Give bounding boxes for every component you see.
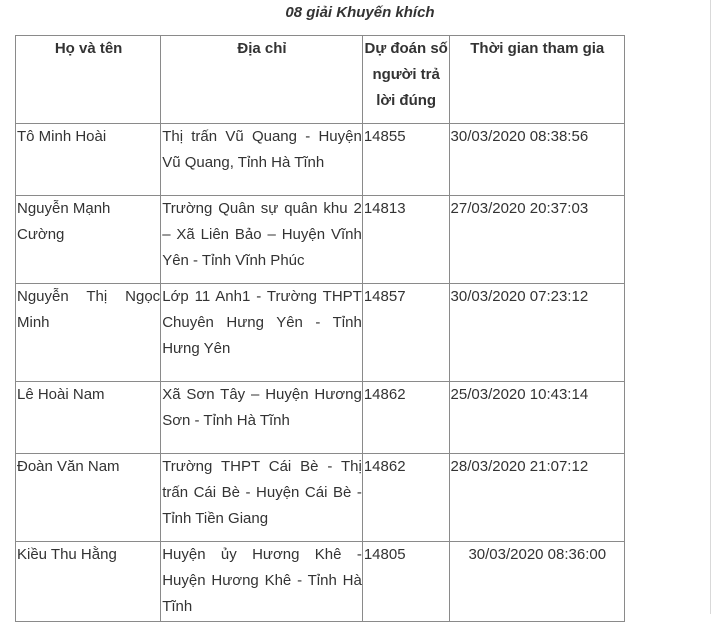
cell-time: 30/03/2020 08:36:00 <box>449 542 624 622</box>
header-guess: Dự đoán số người trả lời đúng <box>362 36 449 124</box>
cell-time: 25/03/2020 10:43:14 <box>449 382 624 454</box>
cell-name: Tô Minh Hoài <box>16 124 161 196</box>
cell-guess: 14862 <box>362 454 449 542</box>
table-row <box>16 542 625 622</box>
cell-address: Trường Quân sự quân khu 2 – Xã Liên Bảo – Huyện Vĩnh Yên - Tỉnh Vĩnh Phúc <box>161 196 363 284</box>
prize-winners-table <box>15 35 625 622</box>
cell-address: Xã Sơn Tây – Huyện Hương Sơn - Tỉnh Hà Tĩnh <box>161 382 363 454</box>
cell-time: 28/03/2020 21:07:12 <box>449 454 624 542</box>
cell-guess: 14855 <box>362 124 449 196</box>
table-row <box>16 124 625 196</box>
cell-address: Huyện ủy Hương Khê - Huyện Hương Khê - Tỉnh Hà Tĩnh <box>161 542 363 622</box>
header-address: Địa chỉ <box>161 36 363 124</box>
cell-time: 27/03/2020 20:37:03 <box>449 196 624 284</box>
table-header-row <box>16 36 625 124</box>
cell-address: Thị trấn Vũ Quang - Huyện Vũ Quang, Tỉnh Hà Tĩnh <box>161 124 363 196</box>
cell-name: Đoàn Văn Nam <box>16 454 161 542</box>
cell-guess: 14805 <box>362 542 449 622</box>
cell-time: 30/03/2020 07:23:12 <box>449 284 624 382</box>
header-time: Thời gian tham gia <box>449 36 624 124</box>
table-row <box>16 454 625 542</box>
cell-guess: 14862 <box>362 382 449 454</box>
cell-guess: 14813 <box>362 196 449 284</box>
table-row <box>16 196 625 284</box>
table-row <box>16 284 625 382</box>
section-caption: 08 giải Khuyến khích <box>285 4 435 21</box>
page-right-border <box>710 0 711 614</box>
cell-time: 30/03/2020 08:38:56 <box>449 124 624 196</box>
cell-name: Kiều Thu Hằng <box>16 542 161 622</box>
cell-guess: 14857 <box>362 284 449 382</box>
cell-name: Lê Hoài Nam <box>16 382 161 454</box>
cell-address: Trường THPT Cái Bè - Thị trấn Cái Bè - Huyện Cái Bè - Tỉnh Tiền Giang <box>161 454 363 542</box>
cell-name: Nguyễn Thị Ngọc Minh <box>16 284 161 382</box>
cell-name: Nguyễn Mạnh Cường <box>16 196 161 284</box>
table-row <box>16 382 625 454</box>
cell-address: Lớp 11 Anh1 - Trường THPT Chuyên Hưng Yên - Tỉnh Hưng Yên <box>161 284 363 382</box>
header-name: Họ và tên <box>16 36 161 124</box>
